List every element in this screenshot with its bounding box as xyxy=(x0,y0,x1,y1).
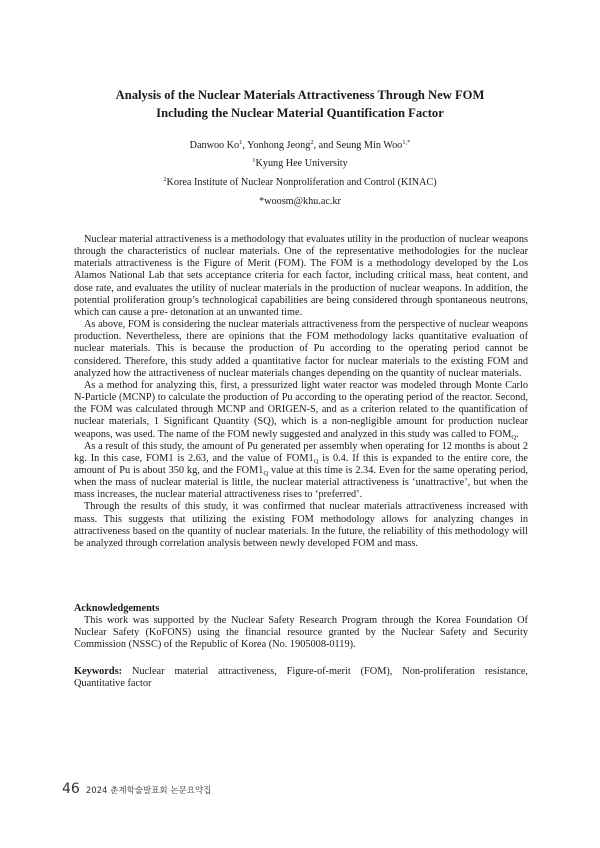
abstract-body xyxy=(74,234,528,550)
affiliation-2-sup: 2 xyxy=(163,176,167,183)
author-3: , and Seung Min Woo xyxy=(313,140,403,151)
paragraph-4 xyxy=(74,441,528,502)
affiliation-1-sup: 1 xyxy=(252,157,256,164)
paragraph-4-sub-1: Q xyxy=(313,457,319,465)
paragraph-5: Through the results of this study, it was confirmed that nuclear materials attractiveness increased with mass. This suggests that utilizing the existing FOM methodology allows for analyzing changes in attractiveness based on the quantity of nuclear materials. In the future, the reliability of this methodology will be analyzed through correlation analysis between newly developed FOM and mass. xyxy=(74,501,528,549)
page-footer xyxy=(62,778,211,797)
author-3-sup: 1,* xyxy=(402,139,411,146)
acknowledgements-text: This work was supported by the Nuclear Safety Research Program through the Korea Foundation Of Nuclear Safety (KoFONS) using the financial resource granted by the Nuclear Safety and Security Commission (NSSC) of the Republic of Korea (No. 1905008-0119). xyxy=(74,615,528,651)
keywords-label: Keywords: xyxy=(74,666,123,677)
paragraph-2: As above, FOM is considering the nuclear materials attractiveness from the perspective of nuclear weapons production. Nevertheless, there are opinions that the FOM methodology lacks quantitative evaluation of nuclear materials. This is because the production of Pu according to the operating period cannot be considered. Therefore, this study added a quantitative factor for nuclear materials to the existing FOM and analyzed how the attractiveness of nuclear materials changes depending on the quantity of nuclear materials. xyxy=(74,319,528,379)
affiliation-1 xyxy=(0,158,600,170)
paragraph-4-text-c: value at this time is 2.34. Even for the same operating period, when the mass of nuclear material is little, the nuclear material attractiveness is ‘unattractive’, but when the mass increases, the nuclear material attractiveness rises to ‘preferred’. xyxy=(74,464,528,501)
title-line-2: Including the Nuclear Material Quantification Factor xyxy=(156,106,444,120)
keywords-text: Nuclear material attractiveness, Figure-of-merit (FOM), Non-proliferation resistance, Quantitative factor xyxy=(74,666,528,690)
paragraph-4-text-a: As a result of this study, the amount of Pu generated per assembly when operating for 12 months is about 2 kg. In this case, FOM1 is 2.63, and the value of FOM1 xyxy=(74,440,528,464)
paragraph-3-end: . xyxy=(516,428,519,440)
affiliation-2 xyxy=(0,177,600,189)
title-line-1: Analysis of the Nuclear Materials Attractiveness Through New FOM xyxy=(115,88,485,102)
paragraph-3-text: As a method for analyzing this, first, a pressurized light water reactor was modeled through Monte Carlo N-Particle (MCNP) to calculate the production of Pu according to the operating period of the reactor. Second, the FOM was calculated through MCNP and ORIGEN-S, and as a criterion related to the quantification of nuclear materials, 1 Significant Quantity (SQ), which is a non-negligible amount for production nuclear weapons, was used. The name of the FOM newly suggested and analyzed in this study was called to FOM xyxy=(74,379,528,440)
acknowledgements-heading: Acknowledgements xyxy=(74,603,160,614)
author-2-sup: 2 xyxy=(310,139,314,146)
affiliation-1-text: Kyung Hee University xyxy=(255,158,348,169)
paragraph-3 xyxy=(74,380,528,441)
keywords-section xyxy=(74,666,528,690)
affiliation-2-text: Korea Institute of Nuclear Nonproliferation and Control (KINAC) xyxy=(166,177,437,188)
paragraph-1: Nuclear material attractiveness is a methodology that evaluates utility in the production of nuclear weapons through the characteristics of nuclear materials. One of the representative methodologies for the nuclear materials attractiveness is the Figure of Merit (FOM). The FOM is a methodology developed by the Los Alamos National Lab that sets acceptance criteria for each factor, including critical mass, heat content, and dose rate, and evaluates the utility of nuclear materials in the production of nuclear weapons. In addition, the potential proliferation group’s technological capabilities are being considered through spontaneous neutrons, which can cause a pre- detonation at an unwanted time. xyxy=(74,234,528,318)
author-2: , Yonhong Jeong xyxy=(242,140,311,151)
paragraph-3-sub: Q xyxy=(511,433,517,441)
author-1: Danwoo Ko xyxy=(189,140,240,151)
page-number: 46 xyxy=(62,781,80,797)
paragraph-4-sub-2: Q xyxy=(263,469,269,477)
paragraph-4-text-b: is 0.4. If this is expanded to the entire core, the amount of Pu is about 350 kg, and the FOM1 xyxy=(74,452,528,476)
author-1-sup: 1 xyxy=(239,139,243,146)
acknowledgements-section xyxy=(74,615,528,651)
paper-title xyxy=(0,86,600,122)
footer-text: 2024 춘계학술발표회 논문요약집 xyxy=(85,786,212,796)
author-list xyxy=(0,140,600,152)
contact-email: *woosm@khu.ac.kr xyxy=(259,196,341,207)
